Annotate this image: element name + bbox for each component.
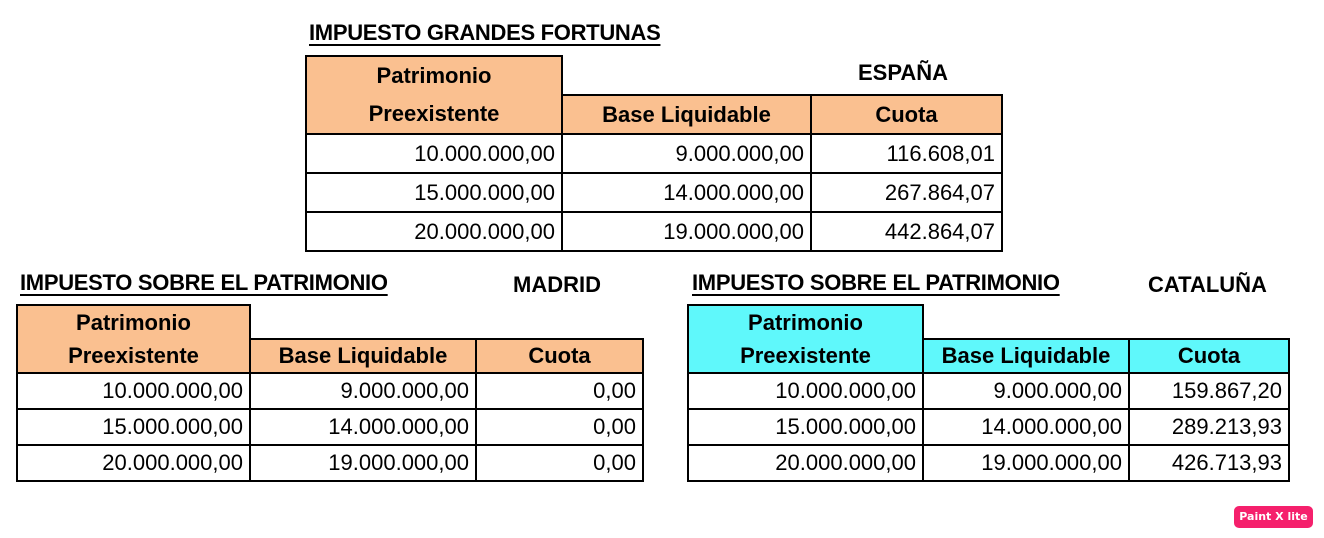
cuota-cell: 426.713,93 [1129,445,1289,481]
patrimonio-header-line1: Patrimonio [688,305,923,339]
table-row [306,134,1002,173]
espana-table [305,55,1003,252]
cataluna-table-title: IMPUESTO SOBRE EL PATRIMONIO [692,270,1060,295]
cuota-cell: 0,00 [476,373,643,409]
base-cell: 19.000.000,00 [923,445,1129,481]
top-region-label: ESPAÑA [858,60,949,85]
cuota-header: Cuota [476,339,643,373]
base-cell: 14.000.000,00 [923,409,1129,445]
base-liquidable-header: Base Liquidable [562,95,811,134]
base-liquidable-header: Base Liquidable [250,339,476,373]
patrimonio-cell: 10.000.000,00 [688,373,923,409]
region-header-space [562,56,1002,95]
patrimonio-cell: 20.000.000,00 [306,212,562,251]
patrimonio-header-line1: Patrimonio [17,305,250,339]
table-row [17,373,643,409]
table-row [17,445,643,481]
top-table-title: IMPUESTO GRANDES FORTUNAS [309,20,661,45]
base-cell: 14.000.000,00 [250,409,476,445]
cataluna-table [687,304,1290,482]
table-row [688,373,1289,409]
patrimonio-header-line1: Patrimonio [306,56,562,95]
madrid-region-label: MADRID [513,272,601,297]
table-row [17,409,643,445]
table-row [306,173,1002,212]
cuota-cell: 116.608,01 [811,134,1002,173]
table-row [688,409,1289,445]
table-row [306,212,1002,251]
madrid-table-title: IMPUESTO SOBRE EL PATRIMONIO [20,270,388,295]
patrimonio-header-line2: Preexistente [306,95,562,134]
base-cell: 9.000.000,00 [562,134,811,173]
patrimonio-cell: 10.000.000,00 [17,373,250,409]
cuota-cell: 289.213,93 [1129,409,1289,445]
patrimonio-cell: 20.000.000,00 [17,445,250,481]
patrimonio-cell: 20.000.000,00 [688,445,923,481]
patrimonio-header-line2: Preexistente [17,339,250,373]
patrimonio-header-line2: Preexistente [688,339,923,373]
header-space [250,305,643,339]
header-space [923,305,1289,339]
base-cell: 19.000.000,00 [562,212,811,251]
base-cell: 9.000.000,00 [923,373,1129,409]
patrimonio-cell: 15.000.000,00 [306,173,562,212]
base-liquidable-header: Base Liquidable [923,339,1129,373]
patrimonio-cell: 10.000.000,00 [306,134,562,173]
base-cell: 9.000.000,00 [250,373,476,409]
paint-x-lite-watermark: Paint X lite [1234,506,1313,528]
cuota-cell: 0,00 [476,409,643,445]
patrimonio-cell: 15.000.000,00 [688,409,923,445]
cataluna-region-label: CATALUÑA [1148,272,1267,297]
cuota-cell: 159.867,20 [1129,373,1289,409]
base-cell: 19.000.000,00 [250,445,476,481]
cuota-cell: 0,00 [476,445,643,481]
patrimonio-cell: 15.000.000,00 [17,409,250,445]
cuota-cell: 267.864,07 [811,173,1002,212]
base-cell: 14.000.000,00 [562,173,811,212]
table-row [688,445,1289,481]
madrid-table [16,304,644,482]
cuota-cell: 442.864,07 [811,212,1002,251]
cuota-header: Cuota [1129,339,1289,373]
cuota-header: Cuota [811,95,1002,134]
